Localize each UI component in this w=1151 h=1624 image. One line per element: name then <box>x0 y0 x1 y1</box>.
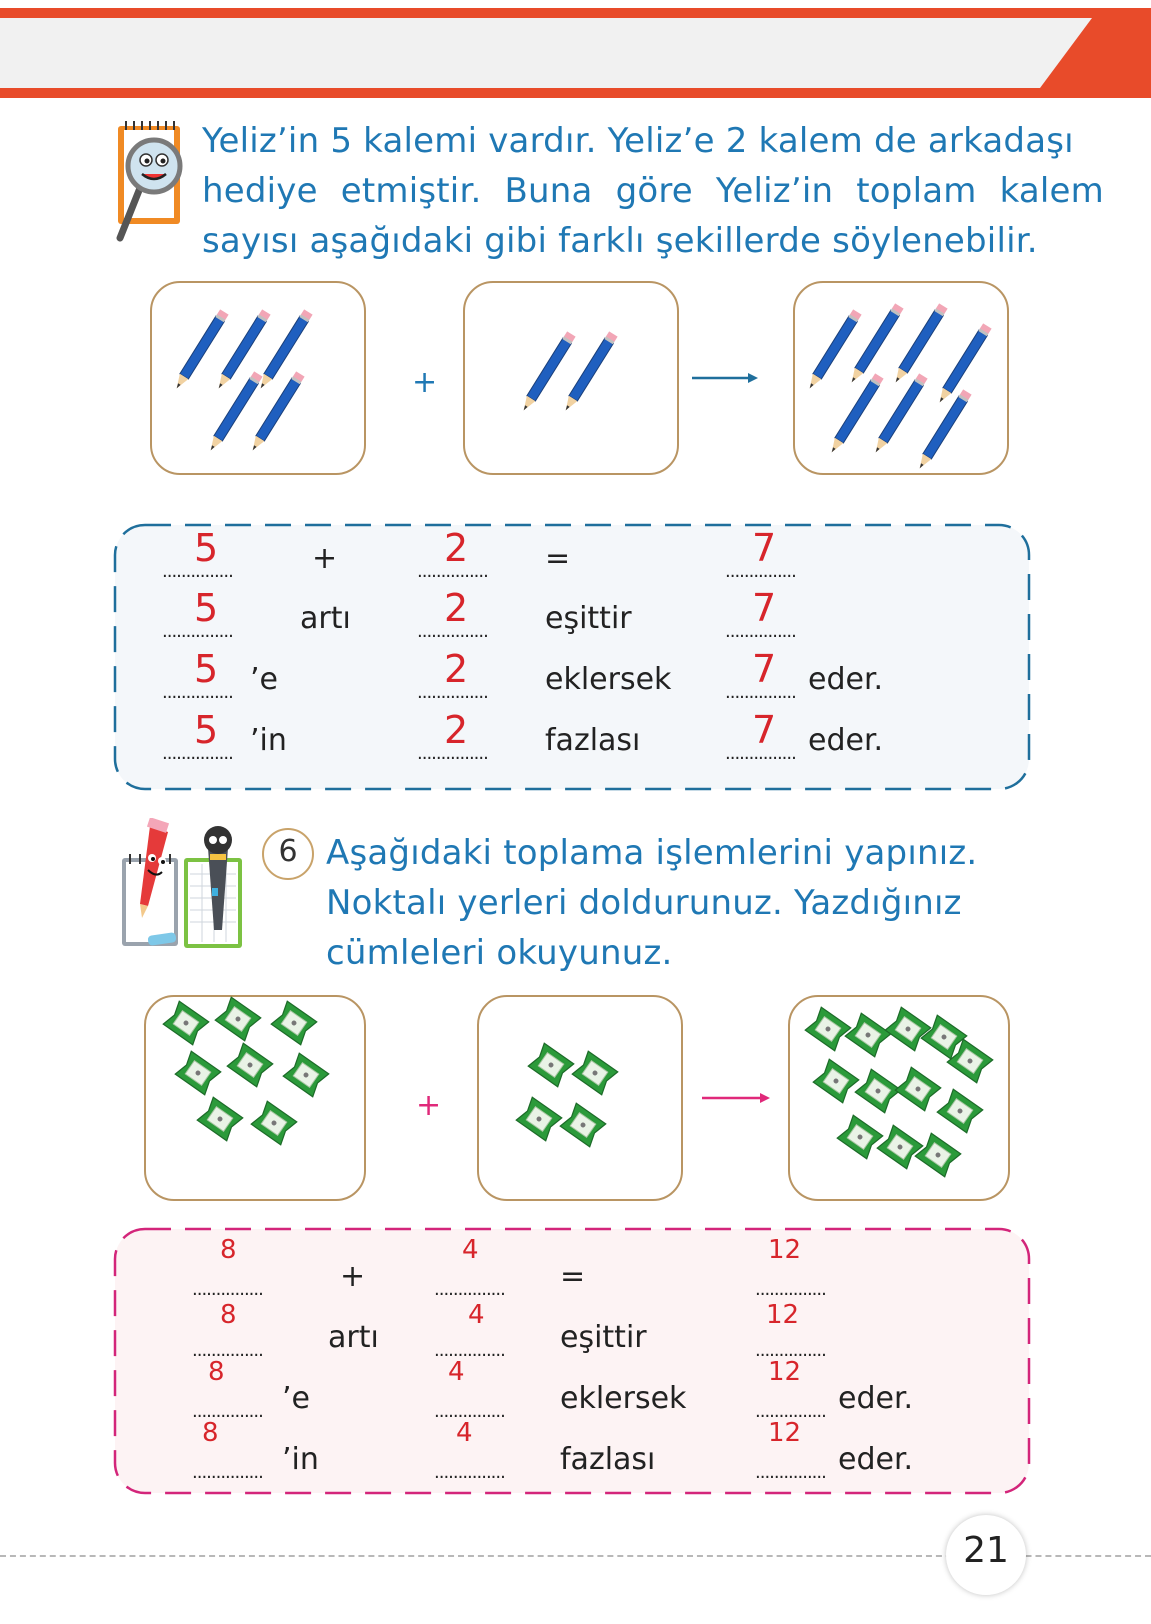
dotted-blank: ............... <box>434 1279 505 1300</box>
pencils-group-7 <box>793 281 1009 475</box>
pencil-notebook-icon <box>118 818 248 953</box>
pencil-icon <box>172 309 228 391</box>
sharpener-icon <box>516 1097 562 1141</box>
answer-c: 12 <box>768 1235 802 1265</box>
dotted-blank: ............... <box>417 561 488 582</box>
dotted-blank: ............... <box>162 621 233 642</box>
intro-line-3: sayısı aşağıdaki gibi farklı şekillerde söylenebilir. <box>202 221 1038 261</box>
intro-line-1: Yeliz’in 5 kalemi vardır. Yeliz’e 2 kalem de arkadaşı <box>202 121 1074 161</box>
dotted-blank: ............... <box>434 1462 505 1483</box>
ending-word: eder. <box>838 1381 914 1416</box>
connector-word-1: + <box>340 1259 366 1294</box>
answer-a: 5 <box>194 647 219 691</box>
sharpener-icon <box>560 1103 606 1147</box>
sharpener-icon <box>271 1001 317 1045</box>
connector-word-2: eklersek <box>545 662 672 697</box>
answer-a: 8 <box>202 1418 219 1448</box>
dotted-blank: ............... <box>434 1401 505 1422</box>
dotted-blank: ............... <box>162 743 233 764</box>
dotted-blank: ............... <box>755 1340 826 1361</box>
connector-word-1: ’in <box>250 723 287 758</box>
connector-word-2: = <box>545 541 571 576</box>
connector-word-1: ’e <box>250 662 278 697</box>
answer-c: 7 <box>752 526 777 570</box>
answer-b: 2 <box>444 586 469 630</box>
dotted-blank: ............... <box>417 621 488 642</box>
plus-sign-2: + <box>416 1088 442 1123</box>
ending-word: eder. <box>808 662 884 697</box>
answer-b: 4 <box>462 1235 479 1265</box>
sharpener-icon <box>197 1097 243 1141</box>
pencil-icon <box>519 331 575 413</box>
header-band <box>0 0 1151 100</box>
pencil-icon <box>871 373 927 455</box>
sharpener-icon <box>877 1125 923 1169</box>
dotted-blank: ............... <box>192 1279 263 1300</box>
sharpener-icon <box>885 1007 931 1051</box>
sharpeners-group-12 <box>788 995 1010 1201</box>
question-number: 6 <box>278 834 298 869</box>
connector-word-1: + <box>312 541 338 576</box>
connector-word-2: fazlası <box>545 723 641 758</box>
sharpeners-group-8 <box>144 995 366 1201</box>
sharpener-icon <box>845 1013 891 1057</box>
ending-word: eder. <box>838 1442 914 1477</box>
question-line-2: Noktalı yerleri doldurunuz. Yazdığınız <box>326 883 962 923</box>
pencils-group-2 <box>463 281 679 475</box>
answer-b: 4 <box>448 1357 465 1387</box>
sharpener-icon <box>805 1007 851 1051</box>
answer-c: 12 <box>768 1418 802 1448</box>
answer-a: 8 <box>220 1300 237 1330</box>
answer-a: 5 <box>194 526 219 570</box>
pencils-group-5 <box>150 281 366 475</box>
sharpeners-group-4 <box>477 995 683 1201</box>
sharpener-icon <box>837 1115 883 1159</box>
dotted-blank: ............... <box>417 743 488 764</box>
answer-c: 7 <box>752 708 777 752</box>
dotted-blank: ............... <box>162 561 233 582</box>
ending-word: eder. <box>808 723 884 758</box>
sharpener-icon <box>915 1133 961 1177</box>
dotted-blank: ............... <box>725 743 796 764</box>
answer-b: 2 <box>444 647 469 691</box>
answer-c: 12 <box>766 1300 800 1330</box>
dotted-blank: ............... <box>725 621 796 642</box>
sharpener-icon <box>813 1059 859 1103</box>
sharpener-icon <box>895 1067 941 1111</box>
dotted-blank: ............... <box>725 561 796 582</box>
dotted-blank: ............... <box>192 1401 263 1422</box>
sharpener-icon <box>528 1043 574 1087</box>
right-arrow-icon <box>690 370 760 386</box>
question-line-1: Aşağıdaki toplama işlemlerini yapınız. <box>326 833 978 873</box>
page-number: 21 <box>963 1530 1009 1571</box>
dotted-blank: ............... <box>192 1340 263 1361</box>
dotted-blank: ............... <box>755 1462 826 1483</box>
connector-word-1: ’in <box>282 1442 319 1477</box>
pencil-icon <box>891 303 947 385</box>
dotted-blank: ............... <box>755 1279 826 1300</box>
sharpener-icon <box>175 1051 221 1095</box>
sharpener-icon <box>937 1089 983 1133</box>
right-arrow-icon-2 <box>700 1090 772 1106</box>
connector-word-1: artı <box>300 601 351 636</box>
connector-word-1: ’e <box>282 1381 310 1416</box>
answer-b: 4 <box>456 1418 473 1448</box>
sharpener-icon <box>215 997 261 1041</box>
plus-sign: + <box>412 365 438 400</box>
connector-word-2: fazlası <box>560 1442 656 1477</box>
answer-c: 12 <box>768 1357 802 1387</box>
dotted-blank: ............... <box>417 682 488 703</box>
dotted-blank: ............... <box>725 682 796 703</box>
answer-a: 5 <box>194 586 219 630</box>
answer-b: 2 <box>444 708 469 752</box>
magnifier-notepad-icon <box>112 118 190 246</box>
sharpener-icon <box>251 1101 297 1145</box>
answer-a: 8 <box>220 1235 237 1265</box>
answer-a: 5 <box>194 708 219 752</box>
sharpener-icon <box>227 1043 273 1087</box>
sharpener-icon <box>163 1001 209 1045</box>
dotted-blank: ............... <box>162 682 233 703</box>
connector-word-2: eşittir <box>560 1320 647 1355</box>
connector-word-1: artı <box>328 1320 379 1355</box>
answer-c: 7 <box>752 586 777 630</box>
sharpener-icon <box>283 1053 329 1097</box>
connector-word-2: = <box>560 1259 586 1294</box>
answer-b: 4 <box>468 1300 485 1330</box>
connector-word-2: eşittir <box>545 601 632 636</box>
pencil-icon <box>915 389 971 471</box>
answer-c: 7 <box>752 647 777 691</box>
answer-b: 2 <box>444 526 469 570</box>
sharpener-icon <box>572 1051 618 1095</box>
question-line-3: cümleleri okuyunuz. <box>326 933 673 973</box>
connector-word-2: eklersek <box>560 1381 687 1416</box>
dotted-blank: ............... <box>192 1462 263 1483</box>
answer-a: 8 <box>208 1357 225 1387</box>
intro-line-2: hediye etmiştir. Buna göre Yeliz’in toplam kalem <box>202 171 1104 211</box>
pencil-icon <box>206 371 262 453</box>
dotted-blank: ............... <box>434 1340 505 1361</box>
dotted-blank: ............... <box>755 1401 826 1422</box>
sharpener-icon <box>855 1069 901 1113</box>
pencil-icon <box>827 373 883 455</box>
